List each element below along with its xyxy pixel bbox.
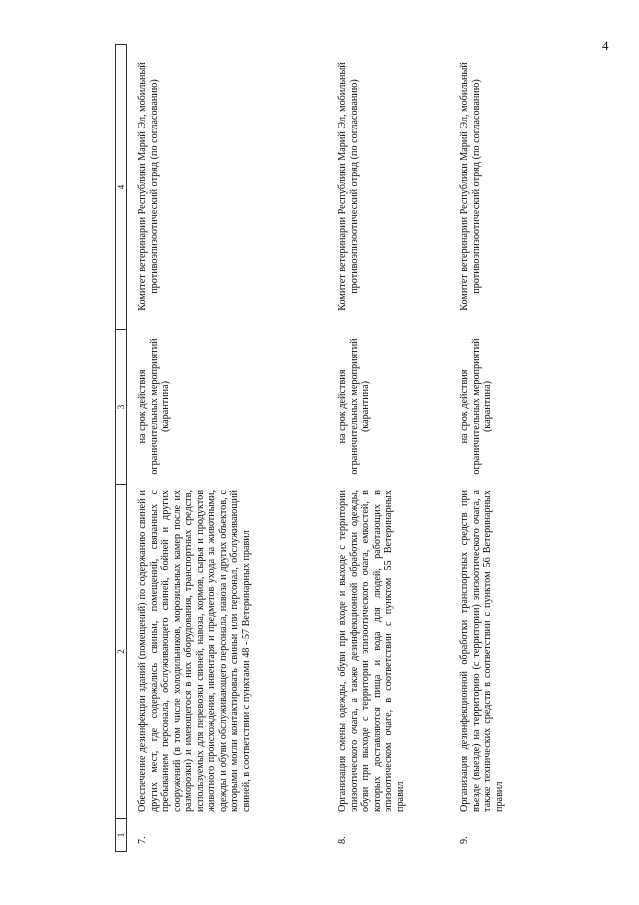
term-text: на срок действия ограничительных мероприятий (карантина) (137, 338, 171, 475)
table-row (137, 44, 252, 852)
table-header-row (115, 44, 127, 852)
measures-table (115, 44, 615, 852)
column-header-4: 4 (116, 44, 126, 329)
term-text: на срок действия ограничительных мероприятий (карантина) (337, 338, 371, 475)
activity-text: Организация дезинфекционной обработки транспортных средств при въезде (выезде) на территорию (с территории) эпизоотического очага, а также технических средств в соответствии с пунктом 56 Ветеринарных правил (459, 490, 505, 812)
row-number: 9. (459, 836, 470, 844)
term-text: на срок действия ограничительных мероприятий (карантина) (459, 338, 493, 475)
column-header-3: 3 (116, 329, 126, 484)
table-row (459, 44, 505, 852)
column-header-1: 1 (116, 818, 126, 852)
column-header-2: 2 (116, 484, 126, 818)
row-number: 7. (137, 836, 148, 844)
responsible-text: Комитет ветеринарии Республики Марий Эл, мобильный противоэпизоотический отряд (по согласованию) (459, 62, 482, 311)
page-number: 4 (602, 38, 609, 53)
row-number: 8. (337, 836, 348, 844)
responsible-text: Комитет ветеринарии Республики Марий Эл, мобильный противоэпизоотический отряд (по согласованию) (137, 62, 160, 311)
responsible-text: Комитет ветеринарии Республики Марий Эл, мобильный противоэпизоотический отряд (по согласованию) (337, 62, 360, 311)
activity-text: Обеспечение дезинфекции зданий (помещений) по содержанию свиней и других мест, где содержались свиньи, помещений, связанных с пребыванием персонала, обслуживающего свиней, бойней и других сооружений (в том числе холодильников, морозильных камер после их разморозки) и имеющегося в них оборудования, транспортных средств, используемых для перевозки свиней, навоза, кормов, сырья и продуктов животного происхождения, инвентаря и предметов ухода за животными, одежды и обуви обслуживающего персонала, навоза и других объектов, с которыми могли контактировать свиньи или персонал, обслуживающий свиней, в соответствии с пунктами 48 - 57 Ветеринарных правил (137, 490, 252, 812)
table-row (337, 44, 406, 852)
activity-text: Организация смены одежды, обуви при входе и выходе с территории эпизоотического очага, а также дезинфекционной обработки одежды, обуви при выходе с территории эпизоотического очага, емкостей, в которых доставляются пища и вода для людей, работающих в эпизоотическом очаге, в соответствии с пунктом 55 Ветеринарных правил (337, 490, 406, 812)
